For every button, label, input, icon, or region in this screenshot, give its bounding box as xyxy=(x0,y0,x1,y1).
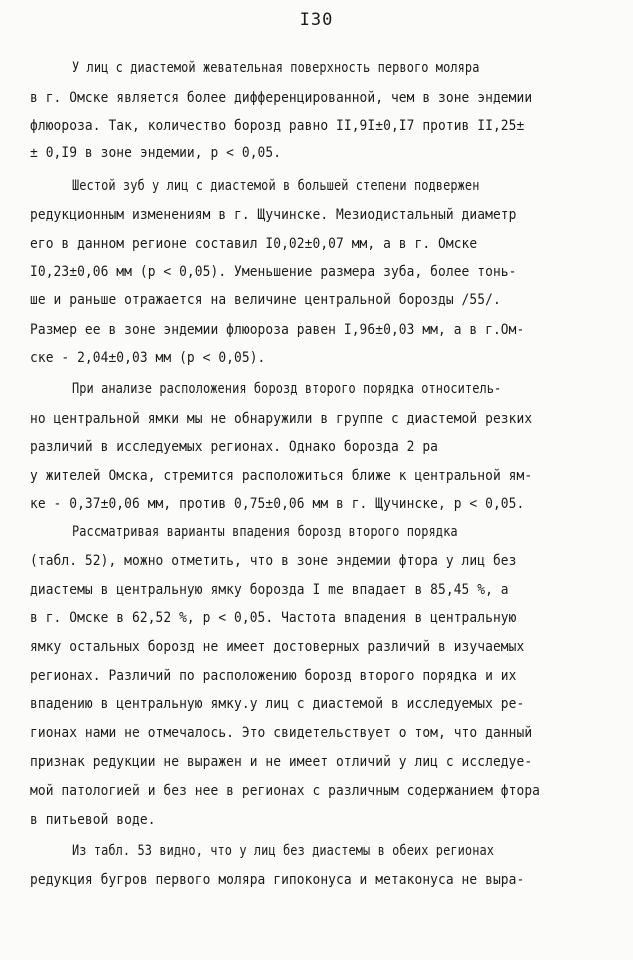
text-line: регионах. Различий по расположению борозд второго порядка и их xyxy=(30,668,517,684)
text-line: Размер ее в зоне эндемии флюороза равен I,96±0,03 мм, а в г.Ом- xyxy=(30,322,525,338)
text-line: в питьевой воде. xyxy=(30,812,156,828)
text-line: у жителей Омска, стремится расположиться ближе к центральной ям- xyxy=(30,468,533,484)
text-line: При анализе расположения борозд второго порядка относитель- xyxy=(72,381,502,397)
text-line: признак редукции не выражен и не имеет отличий у лиц с исследуе- xyxy=(30,754,533,770)
text-line: гионах нами не отмечалось. Это свидетельствует о том, что данный xyxy=(30,725,533,741)
text-line: диастемы в центральную ямку борозда I me впадает в 85,45 %, а xyxy=(30,582,509,598)
text-line: ± 0,I9 в зоне эндемии, р < 0,05. xyxy=(30,145,282,161)
text-line: редукция бугров первого моляра гипоконуса и метаконуса не выра- xyxy=(30,872,525,888)
text-line: ске - 2,04±0,03 мм (р < 0,05). xyxy=(30,350,266,366)
text-line: Шестой зуб у лиц с диастемой в большей степени подвержен xyxy=(72,178,480,194)
text-line: флюороза. Так, количество борозд равно II,9I±0,I7 против II,25± xyxy=(30,118,525,134)
text-line: его в данном регионе составил I0,02±0,07 мм, а в г. Омске xyxy=(30,236,478,252)
text-line: различий в исследуемых регионах. Однако борозда 2 ра xyxy=(30,439,439,455)
text-line: ше и раньше отражается на величине центральной борозды /55/. xyxy=(30,292,501,308)
text-line: У лиц с диастемой жевательная поверхность первого моляра xyxy=(72,60,480,76)
text-line: ямку остальных борозд не имеет достоверных различий в изучаемых xyxy=(30,639,525,655)
text-line: Рассматривая варианты впадения борозд второго порядка xyxy=(72,524,458,540)
text-line: мой патологией и без нее в регионах с различным содержанием фтора xyxy=(30,783,541,799)
page-number: I30 xyxy=(299,10,334,30)
text-line: но центральной ямки мы не обнаружили в группе с диастемой резких xyxy=(30,411,533,427)
text-line: Из табл. 53 видно, что у лиц без диастемы в обеих регионах xyxy=(72,843,495,859)
text-line: в г. Омске является более дифференцированной, чем в зоне эндемии xyxy=(30,90,533,106)
text-line: в г. Омске в 62,52 %, р < 0,05. Частота впадения в центральную xyxy=(30,610,517,626)
text-line: впадению в центральную ямку.у лиц с диастемой в исследуемых ре- xyxy=(30,696,525,712)
text-line: редукционным изменениям в г. Щучинске. Мезиодистальный диаметр xyxy=(30,207,517,223)
text-line: (табл. 52), можно отметить, что в зоне эндемии фтора у лиц без xyxy=(30,553,517,569)
text-line: ке - 0,37±0,06 мм, против 0,75±0,06 мм в г. Щучинске, р < 0,05. xyxy=(30,496,525,512)
text-line: I0,23±0,06 мм (р < 0,05). Уменьшение размера зуба, более тонь- xyxy=(30,264,517,280)
